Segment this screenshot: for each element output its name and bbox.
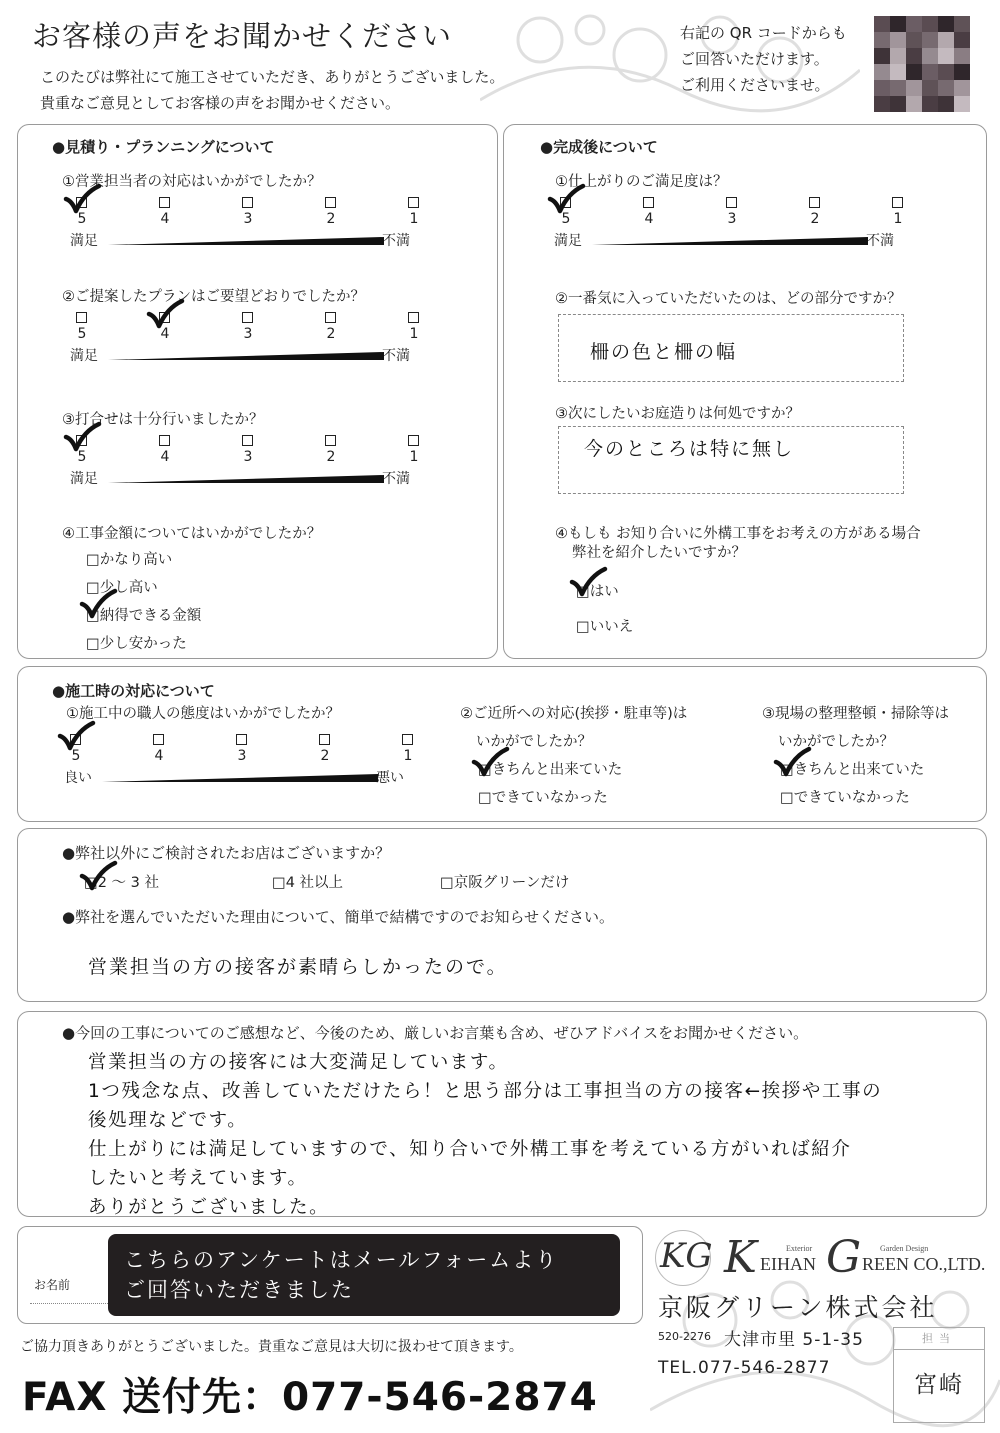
construction-q3-line-2: いかがでしたか？	[778, 734, 894, 750]
qr-code-image[interactable]	[874, 16, 970, 112]
logo-k-letter: K	[724, 1232, 757, 1283]
rating-checkbox-1[interactable]	[408, 312, 419, 323]
after-q1: ①仕上がりのご満足度は？	[555, 174, 728, 190]
rating-number-4: 4	[154, 748, 164, 764]
estimate-q4-option-3[interactable]: □納得できる金額	[86, 608, 202, 624]
rating-good-label: 満足	[70, 233, 98, 249]
rating-scale-wedge	[108, 344, 384, 360]
rating-checkbox-3[interactable]	[242, 197, 253, 208]
company-name: 京阪グリーン株式会社	[658, 1293, 938, 1322]
intro-line-2: 貴重なご意見としてお客様の声をお聞かせください。	[40, 94, 401, 112]
construction-q3-option-2[interactable]: □できていなかった	[780, 790, 910, 806]
construction-q3-line-1: ③現場の整理整頓・掃除等は	[762, 706, 949, 722]
after-q2: ②一番気に入っていただいたのは、どの部分ですか？	[555, 291, 902, 307]
after-a3-answer: 今のところは特に無し	[584, 438, 795, 460]
construction-q1: ①施工中の職人の態度はいかがでしたか？	[66, 706, 340, 722]
qr-note-3: ご利用くださいませ。	[680, 76, 830, 94]
rating-checkbox-4[interactable]	[643, 197, 654, 208]
rating-check-mark	[64, 185, 100, 215]
mail-form-note-line-2: ご回答いただきました	[124, 1278, 354, 1302]
after-q4-line-1: ④もしも お知り合いに外構工事をお考えの方がある場合	[555, 526, 921, 542]
other-q1-option-3[interactable]: □京阪グリーンだけ	[440, 875, 570, 891]
estimate-q4-check-mark	[80, 590, 116, 620]
comment-line: 1つ残念な点、改善していただけたら！と思う部分は工事担当の方の接客←挨拶や工事の	[88, 1081, 883, 1102]
rating-scale-wedge	[102, 766, 378, 782]
comment-line: ありがとうございました。	[88, 1197, 330, 1218]
estimate-q4-option-4[interactable]: □少し安かった	[86, 636, 187, 652]
rating-scale-wedge	[108, 467, 384, 483]
estimate-title: ●見積り・プランニングについて	[52, 138, 275, 156]
construction-q2-check-mark	[472, 748, 508, 778]
rating-number-3: 3	[243, 449, 253, 465]
rating-bad-label: 不満	[382, 348, 410, 364]
rating-bad-label: 不満	[866, 233, 894, 249]
logo-kg-mark: KG	[660, 1236, 713, 1276]
rating-number-1: 1	[409, 449, 419, 465]
rating-number-3: 3	[237, 748, 247, 764]
rating-check-mark	[58, 722, 94, 752]
rating-checkbox-1[interactable]	[402, 734, 413, 745]
estimate-q2: ②ご提案したプランはご要望どおりでしたか？	[62, 289, 365, 305]
rating-checkbox-5[interactable]	[76, 312, 87, 323]
rating-number-5: 5	[77, 326, 87, 342]
comment-line: 営業担当の方の接客には大変満足しています。	[88, 1052, 509, 1073]
staff-stamp-box	[893, 1327, 985, 1423]
after-q4-option-yes[interactable]: □はい	[576, 584, 619, 600]
rating-number-2: 2	[320, 748, 330, 764]
rating-number-4: 4	[644, 211, 654, 227]
qr-note-1: 右記の QR コードからも	[680, 24, 847, 42]
rating-checkbox-2[interactable]	[809, 197, 820, 208]
rating-number-1: 1	[893, 211, 903, 227]
estimate-q4-option-2[interactable]: □少し高い	[86, 580, 158, 596]
other-q1: ●弊社以外にご検討されたお店はございますか？	[62, 844, 391, 862]
construction-q2-option-2[interactable]: □できていなかった	[478, 790, 608, 806]
staff-name: 宮崎	[914, 1372, 964, 1398]
other-q1-option-1[interactable]: □2 ～ 3 社	[84, 875, 159, 891]
company-tel: TEL.077-546-2877	[658, 1358, 831, 1378]
rating-number-3: 3	[727, 211, 737, 227]
rating-number-5: 5	[77, 449, 87, 465]
rating-number-4: 4	[160, 326, 170, 342]
rating-good-label: 満足	[70, 471, 98, 487]
rating-number-1: 1	[403, 748, 413, 764]
rating-number-1: 1	[409, 326, 419, 342]
rating-good-label: 満足	[70, 348, 98, 364]
rating-number-2: 2	[326, 326, 336, 342]
mail-form-note	[108, 1234, 620, 1316]
intro-line-1: このたびは弊社にて施工させていただき、ありがとうございました。	[40, 68, 505, 86]
rating-checkbox-3[interactable]	[236, 734, 247, 745]
construction-title: ●施工時の対応について	[52, 682, 215, 700]
other-q1-check-mark	[80, 862, 116, 892]
comment-line: 後処理などです。	[88, 1110, 248, 1131]
comment-line: したいと考えています。	[88, 1168, 308, 1189]
after-q4-line-2: 弊社を紹介したいですか？	[572, 545, 746, 561]
postal-code: 520-2276	[658, 1330, 711, 1343]
rating-bad-label: 不満	[382, 471, 410, 487]
company-address: 大津市里 5-1-35	[724, 1330, 864, 1350]
estimate-q4-option-1[interactable]: □かなり高い	[86, 552, 173, 568]
rating-checkbox-3[interactable]	[242, 435, 253, 446]
rating-bad-label: 不満	[382, 233, 410, 249]
rating-checkbox-4[interactable]	[159, 435, 170, 446]
rating-good-label: 満足	[554, 233, 582, 249]
rating-checkbox-1[interactable]	[408, 197, 419, 208]
rating-number-3: 3	[243, 211, 253, 227]
rating-number-5: 5	[71, 748, 81, 764]
after-title: ●完成後について	[540, 138, 658, 156]
rating-checkbox-1[interactable]	[892, 197, 903, 208]
rating-check-mark	[147, 300, 183, 330]
after-q4-option-no[interactable]: □いいえ	[576, 619, 634, 635]
rating-checkbox-3[interactable]	[726, 197, 737, 208]
rating-number-3: 3	[243, 326, 253, 342]
other-q1-option-2[interactable]: □4 社以上	[272, 875, 344, 891]
rating-checkbox-2[interactable]	[325, 312, 336, 323]
other-a2-answer[interactable]: 営業担当の方の接客が素晴らしかったので。	[88, 956, 508, 978]
page-title: お客様の声をお聞かせください	[32, 19, 453, 53]
staff-stamp-header: 担当	[894, 1328, 984, 1350]
rating-checkbox-2[interactable]	[325, 197, 336, 208]
rating-number-1: 1	[409, 211, 419, 227]
rating-number-5: 5	[77, 211, 87, 227]
logo-exterior: Exterior	[786, 1244, 813, 1253]
rating-bad-label: 悪い	[376, 770, 404, 786]
estimate-q3: ③打合せは十分行いましたか？	[62, 412, 264, 428]
rating-number-4: 4	[160, 449, 170, 465]
qr-note-2: ご回答いただけます。	[680, 50, 829, 68]
rating-scale-wedge	[108, 229, 384, 245]
name-label: お名前	[34, 1278, 71, 1292]
construction-q3-check-mark	[774, 748, 810, 778]
after-a2-answer: 柵の色と柵の幅	[590, 341, 738, 363]
name-underline	[30, 1303, 108, 1304]
construction-q2-line-2: いかがでしたか？	[476, 734, 592, 750]
rating-check-mark	[64, 423, 100, 453]
estimate-q1: ①営業担当者の対応はいかがでしたか？	[62, 174, 322, 190]
rating-checkbox-1[interactable]	[408, 435, 419, 446]
rating-number-2: 2	[810, 211, 820, 227]
rating-check-mark	[548, 185, 584, 215]
logo-eihan: EIHAN	[760, 1254, 816, 1274]
mail-form-note-line-1: こちらのアンケートはメールフォームより	[124, 1248, 559, 1272]
rating-number-2: 2	[326, 449, 336, 465]
comments-question: ●今回の工事についてのご感想など、今後のため、厳しいお言葉も含め、ぜひアドバイスをお聞かせください。	[62, 1024, 809, 1042]
thanks-note: ご協力頂きありがとうございました。貴重なご意見は大切に扱わせて頂きます。	[20, 1339, 523, 1355]
fax-number: FAX 送付先：077-546-2874	[22, 1375, 598, 1420]
rating-checkbox-4[interactable]	[153, 734, 164, 745]
rating-number-4: 4	[160, 211, 170, 227]
rating-number-2: 2	[326, 211, 336, 227]
other-q2: ●弊社を選んでいただいた理由について、簡単で結構ですのでお知らせください。	[62, 908, 615, 926]
rating-checkbox-3[interactable]	[242, 312, 253, 323]
after-q3: ③次にしたいお庭造りは何処ですか？	[555, 406, 800, 422]
rating-good-label: 良い	[64, 770, 92, 786]
rating-checkbox-4[interactable]	[159, 197, 170, 208]
construction-q3-option-1[interactable]: □きちんと出来ていた	[780, 762, 925, 778]
rating-checkbox-2[interactable]	[319, 734, 330, 745]
construction-q2-option-1[interactable]: □きちんと出来ていた	[478, 762, 623, 778]
rating-scale-wedge	[592, 229, 868, 245]
after-q4-check-mark	[570, 568, 606, 598]
estimate-q4: ④工事金額についてはいかがでしたか？	[62, 526, 322, 542]
rating-number-5: 5	[561, 211, 571, 227]
rating-checkbox-2[interactable]	[325, 435, 336, 446]
logo-garden: Garden Design	[880, 1244, 929, 1253]
logo-g-letter: G	[826, 1232, 862, 1283]
construction-q2-line-1: ②ご近所への対応(挨拶・駐車等)は	[460, 706, 688, 722]
logo-reen: REEN CO.,LTD.	[862, 1254, 986, 1274]
comment-line: 仕上がりには満足していますので、知り合いで外構工事を考えている方がいれば紹介	[88, 1139, 852, 1160]
